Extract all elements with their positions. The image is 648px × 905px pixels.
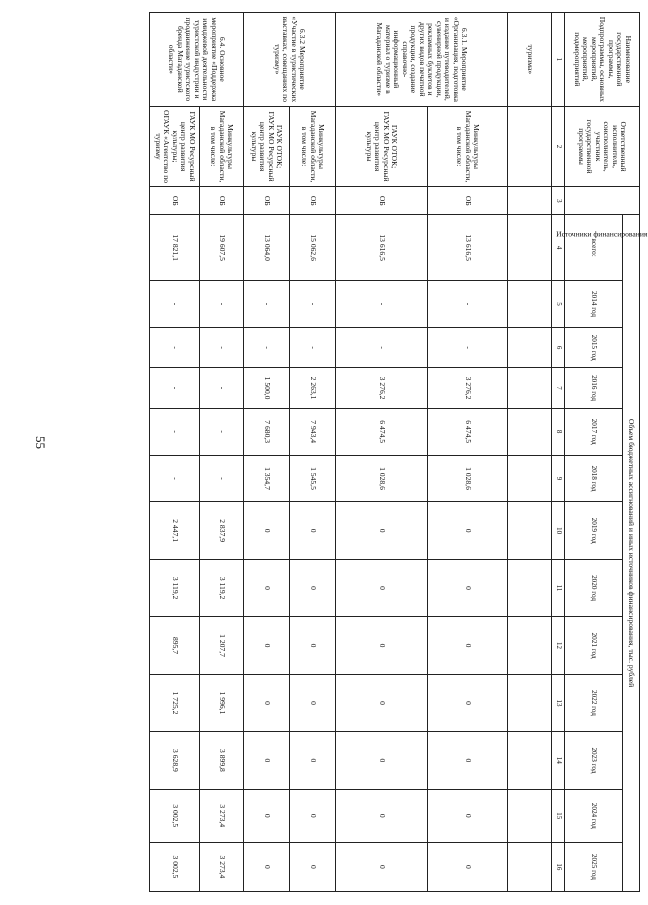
measure-name: 6.3.2 Мероприятие «Участие в туристических выставках, совещаниях по туризму» — [244, 13, 336, 107]
value-2017: - — [150, 408, 200, 455]
source-cell: ОБ — [244, 187, 290, 215]
value-2024: 0 — [290, 789, 336, 842]
value-2024: 0 — [336, 789, 428, 842]
header-executor: Ответственный исполнитель, соисполнитель, участник государственной программы — [565, 106, 640, 187]
value-total: 15 062,6 — [290, 215, 336, 281]
value-2015: - — [336, 327, 428, 367]
continuation-name: туризма» — [508, 13, 552, 107]
value-2016: 3 276,2 — [336, 368, 428, 408]
value-2021: 895,7 — [150, 617, 200, 674]
value-2024: 3 273,4 — [200, 789, 244, 842]
value-2025: 3 002,5 — [150, 842, 200, 891]
header-financing-group: Объем бюджетных ассигнований и иных источников финансирования, тыс. рублей — [623, 215, 640, 892]
column-number-row — [552, 13, 565, 892]
value-2019: 2 837,9 — [200, 502, 244, 559]
value-2019: 2 447,1 — [150, 502, 200, 559]
value-2020: 0 — [290, 559, 336, 616]
header-year-2014: 2014 год — [565, 281, 623, 328]
header-year-2019: 2019 год — [565, 502, 623, 559]
value-2022: 1 996,1 — [200, 674, 244, 731]
value-2023: 3 899,8 — [200, 732, 244, 789]
table-row — [428, 13, 508, 892]
value-2016: 2 263,1 — [290, 368, 336, 408]
value-2020: 0 — [428, 559, 508, 616]
value-total: 13 064,0 — [244, 215, 290, 281]
value-2018: 1 354,7 — [244, 455, 290, 502]
value-2021: 1 207,7 — [200, 617, 244, 674]
financing-table — [149, 12, 648, 892]
column-number: 15 — [552, 789, 565, 842]
header-name: Наименование государственной программы, Подпрограммы, основных мероприятий, мероприятий, подмероприятий — [565, 13, 640, 107]
value-total: 17 821,1 — [150, 215, 200, 281]
value-2025: 0 — [244, 842, 290, 891]
value-2025: 0 — [290, 842, 336, 891]
value-2015: - — [244, 327, 290, 367]
value-2014: - — [244, 281, 290, 328]
column-number: 3 — [552, 187, 565, 215]
value-2022: 0 — [290, 674, 336, 731]
value-2018: 1 545,5 — [290, 455, 336, 502]
value-2022: 0 — [336, 674, 428, 731]
value-2014: - — [336, 281, 428, 328]
column-number: 2 — [552, 106, 565, 187]
value-2015: - — [428, 327, 508, 367]
page-number: 55 — [33, 436, 48, 449]
rotated-table-page — [65, 12, 648, 892]
column-number: 1 — [552, 13, 565, 107]
executor-cell — [244, 106, 290, 187]
column-number: 11 — [552, 559, 565, 616]
source-cell: ОБ — [150, 187, 200, 215]
value-2015: - — [290, 327, 336, 367]
value-2025: 0 — [336, 842, 428, 891]
column-number: 13 — [552, 674, 565, 731]
value-2016: - — [200, 368, 244, 408]
value-2019: 0 — [290, 502, 336, 559]
value-2024: 3 002,5 — [150, 789, 200, 842]
value-2016: - — [150, 368, 200, 408]
column-number: 16 — [552, 842, 565, 891]
value-2018: 1 028,6 — [428, 455, 508, 502]
value-2017: - — [200, 408, 244, 455]
value-2018: - — [200, 455, 244, 502]
header-year-2018: 2018 год — [565, 455, 623, 502]
header-row-1 — [623, 13, 640, 892]
column-number: 9 — [552, 455, 565, 502]
table-row — [336, 13, 428, 892]
value-2016: 3 276,2 — [428, 368, 508, 408]
executor-line: ГАУК МО Ресурсный центр развития культуры — [365, 111, 391, 182]
value-2025: 3 273,4 — [200, 842, 244, 891]
measure-name: 6.4. Основное мероприятие «Поддержка имиджевой деятельности туристской индустрии и продвижение туристского бренда Магаданской области» — [150, 13, 244, 107]
value-2014: - — [200, 281, 244, 328]
source-cell: ОБ — [290, 187, 336, 215]
value-total: 19 607,5 — [200, 215, 244, 281]
value-2022: 0 — [244, 674, 290, 731]
value-2021: 0 — [336, 617, 428, 674]
column-number: 14 — [552, 732, 565, 789]
executor-line: ГАУК МО Ресурсный центр развития культуры; — [170, 111, 197, 182]
value-2024: 0 — [428, 789, 508, 842]
header-year-2022: 2022 год — [565, 674, 623, 731]
executor-line: ГАУК МО Ресурсный центр развития культуры — [250, 111, 276, 182]
value-2023: 0 — [428, 732, 508, 789]
header-year-2021: 2021 год — [565, 617, 623, 674]
header-total: всего: — [565, 215, 623, 281]
value-2021: 0 — [244, 617, 290, 674]
table-row — [200, 13, 244, 892]
value-2017: 7 680,3 — [244, 408, 290, 455]
column-number: 4 — [552, 215, 565, 281]
executor-line: ОГАУК «Агентство по туризму — [153, 109, 172, 184]
executor-cell: Минкультуры Магаданской области, в том числе: — [428, 106, 508, 187]
value-total: 13 616,5 — [336, 215, 428, 281]
value-2017: 7 943,4 — [290, 408, 336, 455]
source-cell: ОБ — [428, 187, 508, 215]
executor-cell — [336, 106, 428, 187]
value-2025: 0 — [428, 842, 508, 891]
header-year-2016: 2016 год — [565, 368, 623, 408]
header-year-2023: 2023 год — [565, 732, 623, 789]
table-row — [244, 13, 290, 892]
value-2015: - — [200, 327, 244, 367]
value-2015: - — [150, 327, 200, 367]
column-number: 6 — [552, 327, 565, 367]
value-2020: 0 — [336, 559, 428, 616]
executor-line: ГАУК ОТОК; — [275, 124, 285, 169]
value-2023: 0 — [336, 732, 428, 789]
executor-line: ГАУК ОТОК; — [390, 124, 400, 169]
value-2019: 0 — [336, 502, 428, 559]
value-2021: 0 — [290, 617, 336, 674]
value-2014: - — [290, 281, 336, 328]
value-total: 13 616,5 — [428, 215, 508, 281]
value-2018: 1 028,6 — [336, 455, 428, 502]
column-number: 5 — [552, 281, 565, 328]
value-2020: 3 119,2 — [150, 559, 200, 616]
value-2019: 0 — [244, 502, 290, 559]
executor-cell: Минкультуры Магаданской области, в том числе: — [290, 106, 336, 187]
column-number: 8 — [552, 408, 565, 455]
column-number: 10 — [552, 502, 565, 559]
value-2022: 1 725,2 — [150, 674, 200, 731]
measure-name: 6.3.1. Мероприятие «Организация, подготовка и издание путеводителей, сувенирной продукции, рекламных буклетов и других видов печатной продукции, создание справочно-информационный материал о туризме в Магаданской области» — [336, 13, 508, 107]
header-year-2015: 2015 год — [565, 327, 623, 367]
value-2023: 3 628,9 — [150, 732, 200, 789]
executor-cell — [150, 106, 200, 187]
value-2022: 0 — [428, 674, 508, 731]
header-source: Источники финансирования — [565, 187, 640, 215]
value-2014: - — [150, 281, 200, 328]
value-2017: 6 474,5 — [336, 408, 428, 455]
value-2016: 1 500,0 — [244, 368, 290, 408]
header-year-2020: 2020 год — [565, 559, 623, 616]
column-number: 12 — [552, 617, 565, 674]
value-2014: - — [428, 281, 508, 328]
value-2019: 0 — [428, 502, 508, 559]
executor-cell: Минкультуры Магаданской области, в том числе: — [200, 106, 244, 187]
header-year-2025: 2025 год — [565, 842, 623, 891]
value-2020: 0 — [244, 559, 290, 616]
source-cell: ОБ — [336, 187, 428, 215]
source-cell: ОБ — [200, 187, 244, 215]
value-2021: 0 — [428, 617, 508, 674]
value-2023: 0 — [290, 732, 336, 789]
continuation-row — [508, 13, 552, 892]
table-row — [150, 13, 200, 892]
value-2024: 0 — [244, 789, 290, 842]
value-2020: 3 119,2 — [200, 559, 244, 616]
value-2023: 0 — [244, 732, 290, 789]
header-year-2024: 2024 год — [565, 789, 623, 842]
table-row — [290, 13, 336, 892]
header-year-2017: 2017 год — [565, 408, 623, 455]
value-2017: 6 474,5 — [428, 408, 508, 455]
value-2018: - — [150, 455, 200, 502]
column-number: 7 — [552, 368, 565, 408]
